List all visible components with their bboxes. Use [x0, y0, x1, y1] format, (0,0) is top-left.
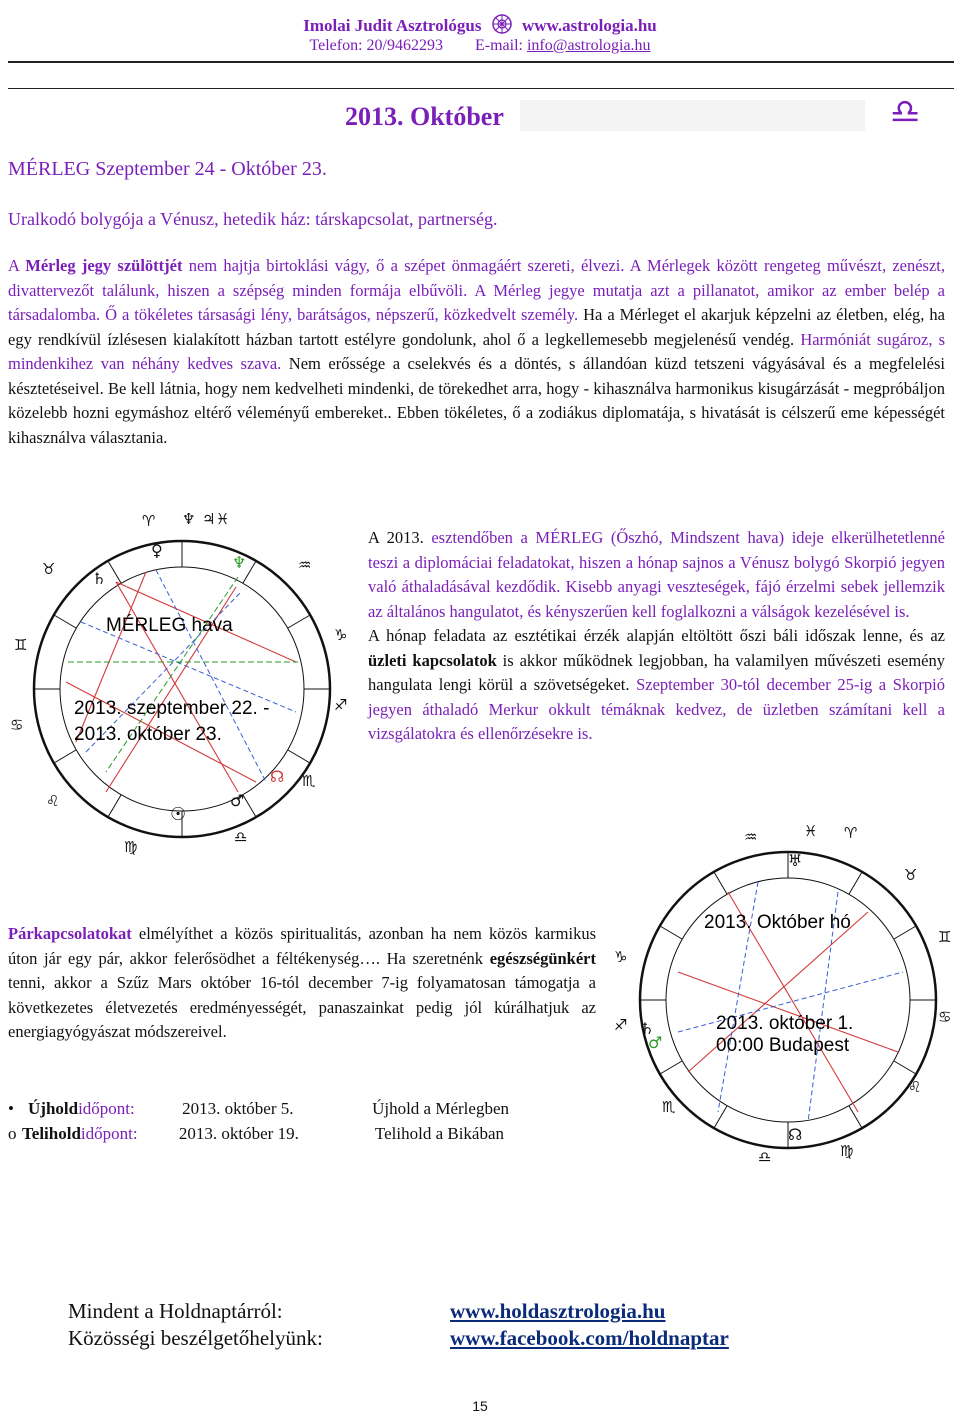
full-moon-date: 2013. október 19.	[178, 1124, 299, 1143]
full-moon-name: Telihold	[22, 1124, 81, 1143]
svg-text:♍: ♍	[124, 838, 138, 856]
svg-text:♅: ♅	[788, 851, 803, 870]
svg-text:♍: ♍	[840, 1142, 854, 1160]
svg-text:♉: ♉	[904, 866, 918, 884]
svg-text:♎: ♎	[758, 1148, 772, 1166]
intro-part-4: Harmóniát sugároz, s mindenkihez van néhány kedves szava.	[8, 329, 945, 373]
header-line-2	[0, 37, 960, 55]
chart2-label-2: 2013. október 1.	[716, 1013, 854, 1034]
svg-text:♌: ♌	[908, 1078, 922, 1096]
year-b4: Szeptember 30-tól december 25-ig a Skorpió jegyen áthaladó Merkur okkult témáknak kedvez, de üzletben számítani kell a vizsgálatokra és ellenőrzésekre is.	[368, 675, 945, 743]
chart-merleg-hava	[6, 512, 360, 862]
intro-part-2: nem hajtja birtoklási vágy, ő a szépet önmagáért szereti, élvezi. A Mérlegek között rengeteg művészt, zenészt, divattervezőt találunk, hiszen a szépség minden formája elbűvöli. A Mérleg jegye mutatja azt a pillanatot, amikor az ember belép a társadalomba. Ő a tökéletes társasági lény, barátságos, népszerű, közkedvelt személy.	[8, 256, 946, 324]
svg-text:☊: ☊	[788, 1125, 803, 1144]
page-number: 15	[472, 1398, 488, 1414]
svg-text:♐: ♐	[334, 696, 348, 714]
libra-icon: ♎	[890, 92, 921, 132]
header-author: Imolai Judit Asztrológus	[303, 16, 482, 35]
month-bar	[520, 100, 865, 131]
header-email-link[interactable]: info@astrologia.hu	[526, 37, 651, 54]
svg-text:♄: ♄	[92, 569, 107, 588]
svg-text:♆: ♆	[182, 512, 196, 528]
partner-bold-1: Párkapcsolatokat	[8, 924, 132, 943]
sign-ruler: Uralkodó bolygója a Vénusz, hetedik ház: társkapcsolat, partnerség.	[8, 209, 498, 229]
partner-paragraph	[8, 922, 596, 1045]
intro-part-1: A	[8, 256, 26, 275]
svg-text:♓: ♓	[216, 512, 230, 528]
header-site-link[interactable]: www.astrologia.hu	[521, 16, 657, 35]
chart-merleg-hava-wheel	[6, 512, 360, 862]
header-line-1	[0, 14, 960, 36]
intro-part-5: Nem erőssége a cselekvés és a döntés, s állandóan küzd tetszeni vágyásával és a megfelelési késztetéseivel. Be kell látnia, hogy nem kedvelheti mindenki, de törekedhet arra, hogy - kihasználva harmonikus kisugárzását - megpróbáljon közelebb hozni egymáshoz eltérő véleményű embereket.. Ebben tökéletes, ő a zodiákus diplomatája, s hivatását is célszerű eme képességét kihasználva választania.	[8, 354, 945, 447]
year-b1: A hónap feladata az esztétikai érzék alapján eltöltött őszi báli időszak lenne, és az	[368, 626, 945, 645]
sign-title: MÉRLEG Szeptember 24 - Október 23.	[8, 158, 327, 180]
year-a2: esztendőben a MÉRLEG (Őszhó, Mindszent hava)	[431, 528, 785, 547]
new-moon-date: 2013. október 5.	[182, 1099, 294, 1118]
footer-label-1: Mindent a Holdnaptárról:	[68, 1299, 283, 1323]
intro-bold: Mérleg jegy szülöttjét	[25, 256, 183, 275]
header-rule	[8, 61, 954, 63]
svg-text:♂: ♂	[230, 791, 245, 810]
new-moon-desc: Újhold a Mérlegben	[372, 1099, 509, 1118]
svg-text:♂: ♂	[648, 1033, 663, 1052]
svg-text:♄: ♄	[640, 1019, 655, 1038]
svg-text:♏: ♏	[302, 772, 316, 790]
chart-oktober-ho-wheel	[608, 822, 956, 1172]
year-b3: is akkor működnek legjobban, ha valamilyen művészeti esemény hangulata lengi körül a szövetségeket.	[368, 650, 945, 694]
svg-text:♆: ♆	[232, 553, 247, 572]
chart1-label-1: MÉRLEG hava	[106, 615, 233, 636]
chart2-label-1: 2013. Október hó	[704, 912, 851, 933]
svg-text:♏: ♏	[662, 1098, 676, 1116]
year-paragraph	[368, 526, 945, 747]
year-a4: Kisebb anyagi veszteségek, fájó érzelmi sebek jellemzik az általános hangulatot, és kényszerűen kell foglalkozni a válságok kezelésével is.	[368, 577, 945, 621]
full-moon-label: időpont:	[80, 1124, 138, 1143]
new-moon-bullet: •	[8, 1099, 14, 1118]
svg-text:☉: ☉	[170, 804, 187, 825]
svg-text:♊: ♊	[938, 928, 952, 946]
svg-text:♌: ♌	[46, 792, 60, 810]
year-b2: üzleti kapcsolatok	[368, 650, 497, 670]
chart-oktober-ho	[608, 822, 956, 1172]
month-title: 2013. Október	[345, 102, 504, 131]
year-a3: ideje elkerülhetetlenné teszi a diplomáciai feladatokat, hiszen a hónap sajnos a Vénusz bolygó Skorpió jegyen való áthaladásával kezdődik.	[368, 528, 945, 596]
intro-part-3: Ha a Mérleget el akarjuk képzelni az életben, elég, ha egy rendkívül ízlésesen kialakított házban tartott estélyre gondolunk, ahol ő a legkellemesebb megjelenésű vendég.	[8, 305, 945, 349]
chart2-label-3: 00:00 Budapest	[716, 1035, 850, 1056]
svg-text:♑: ♑	[334, 626, 348, 644]
chart1-label-3: 2013. október 23.	[74, 724, 222, 745]
svg-text:☊: ☊	[270, 767, 285, 786]
year-a1: A 2013.	[368, 528, 432, 547]
partner-text-2: tenni, akkor a Szűz Mars október 16-tól december 7-ig folyamatosan támogatja a következetes életvezetés eredményességét, panaszainkat pedig jól kúrálhatjuk az energiagyógyászat módszereivel.	[8, 973, 596, 1041]
full-moon-desc: Telihold a Bikában	[374, 1124, 505, 1143]
svg-text:♃: ♃	[202, 512, 216, 528]
full-moon-line	[8, 1124, 504, 1144]
zodiac-wheel-icon	[492, 14, 512, 36]
header-email-label: E-mail:	[474, 37, 527, 54]
svg-text:♀: ♀	[151, 541, 163, 560]
footer-link-holdasztrologia[interactable]: www.holdasztrologia.hu	[450, 1299, 666, 1323]
footer-link-facebook[interactable]: www.facebook.com/holdnaptar	[450, 1326, 729, 1350]
svg-text:♒: ♒	[744, 828, 758, 846]
svg-text:♓: ♓	[804, 822, 818, 840]
new-moon-name: Újhold	[28, 1099, 79, 1118]
svg-text:♈: ♈	[844, 824, 858, 842]
svg-text:♑: ♑	[614, 948, 628, 966]
new-moon-line	[8, 1099, 509, 1119]
chart1-label-2: 2013. szeptember 22. -	[74, 698, 270, 719]
svg-text:♎: ♎	[234, 828, 248, 846]
partner-bold-2: egészségünkért	[489, 948, 596, 968]
svg-text:♊: ♊	[14, 636, 28, 654]
header-rule-2	[8, 88, 954, 89]
new-moon-label: időpont:	[78, 1099, 135, 1118]
header-phone: Telefon: 20/9462293	[309, 37, 443, 54]
svg-text:♋: ♋	[10, 716, 24, 734]
svg-text:♋: ♋	[938, 1008, 952, 1026]
intro-paragraph	[8, 254, 945, 450]
svg-text:♉: ♉	[42, 560, 56, 578]
svg-text:♈: ♈	[142, 512, 156, 530]
partner-text-1: elmélyíthet a közös spiritualitás, azonban ha nem közös karmikus úton jár egy pár, akkor felerősödhet a féltékenység…. Ha szeretnénk	[8, 924, 596, 968]
footer-label-2: Közösségi beszélgetőhelyünk:	[68, 1326, 323, 1350]
full-moon-bullet: o	[8, 1124, 17, 1143]
svg-text:♒: ♒	[298, 556, 312, 574]
svg-text:♐: ♐	[614, 1016, 628, 1034]
